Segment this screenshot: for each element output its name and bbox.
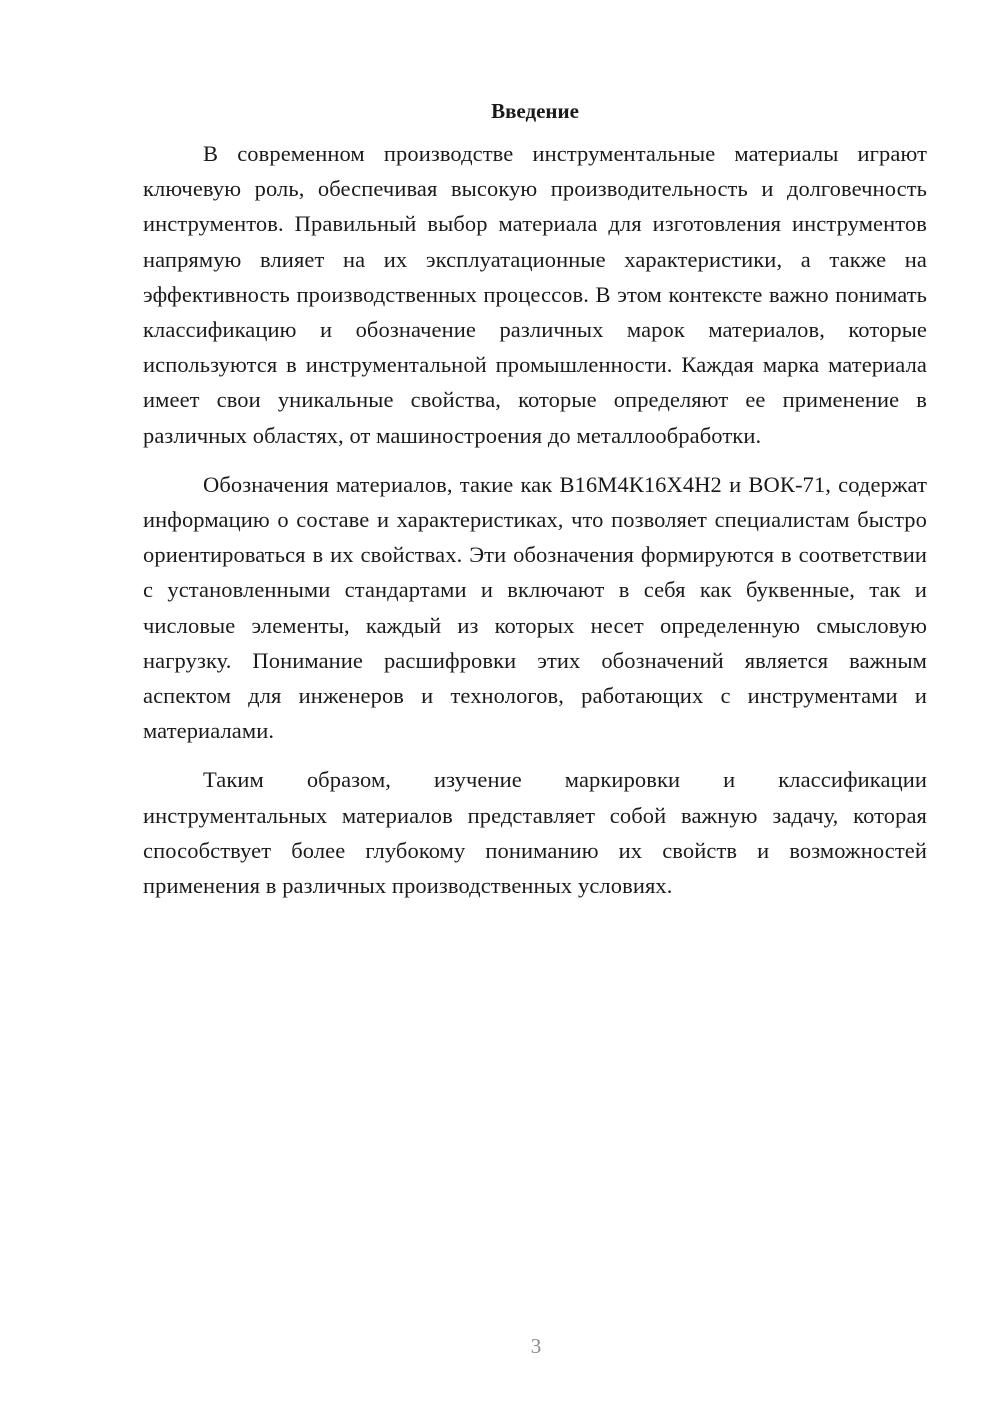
paragraph-2: Обозначения материалов, такие как В16М4К16Х4Н2 и ВОК-71, содержат информацию о составе и характеристиках, что позволяет специалистам быстро ориентироваться в их свойствах. Эти обозначения формируются в соответствии с установленными стандартами и включают в себя как буквенные, так и числовые элементы, каждый из которых несет определенную смысловую нагрузку. Понимание расшифровки этих обозначений является важным аспектом для инженеров и технологов, работающих с инструментами и материалами. [143, 471, 927, 744]
section-heading: Введение [491, 99, 579, 123]
page-body [143, 96, 927, 917]
paragraph-1: В современном производстве инструментальные материалы играют ключевую роль, обеспечивая высокую производительность и долговечность инструментов. Правильный выбор материала для изготовления инструментов напрямую влияет на их эксплуатационные характеристики, а также на эффективность производственных процессов. В этом контексте важно понимать классификацию и обозначение различных марок материалов, которые используются в инструментальной промышленности. Каждая марка материала имеет свои уникальные свойства, которые определяют ее применение в различных областях, от машиностроения до металлообработки. [143, 141, 927, 448]
paragraph-3: Таким образом, изучение маркировки и классификации инструментальных материалов представляет собой важную задачу, которая способствует более глубокому пониманию их свойств и возможностей применения в различных производственных условиях. [143, 767, 927, 899]
page-number: 3 [530, 1334, 542, 1358]
